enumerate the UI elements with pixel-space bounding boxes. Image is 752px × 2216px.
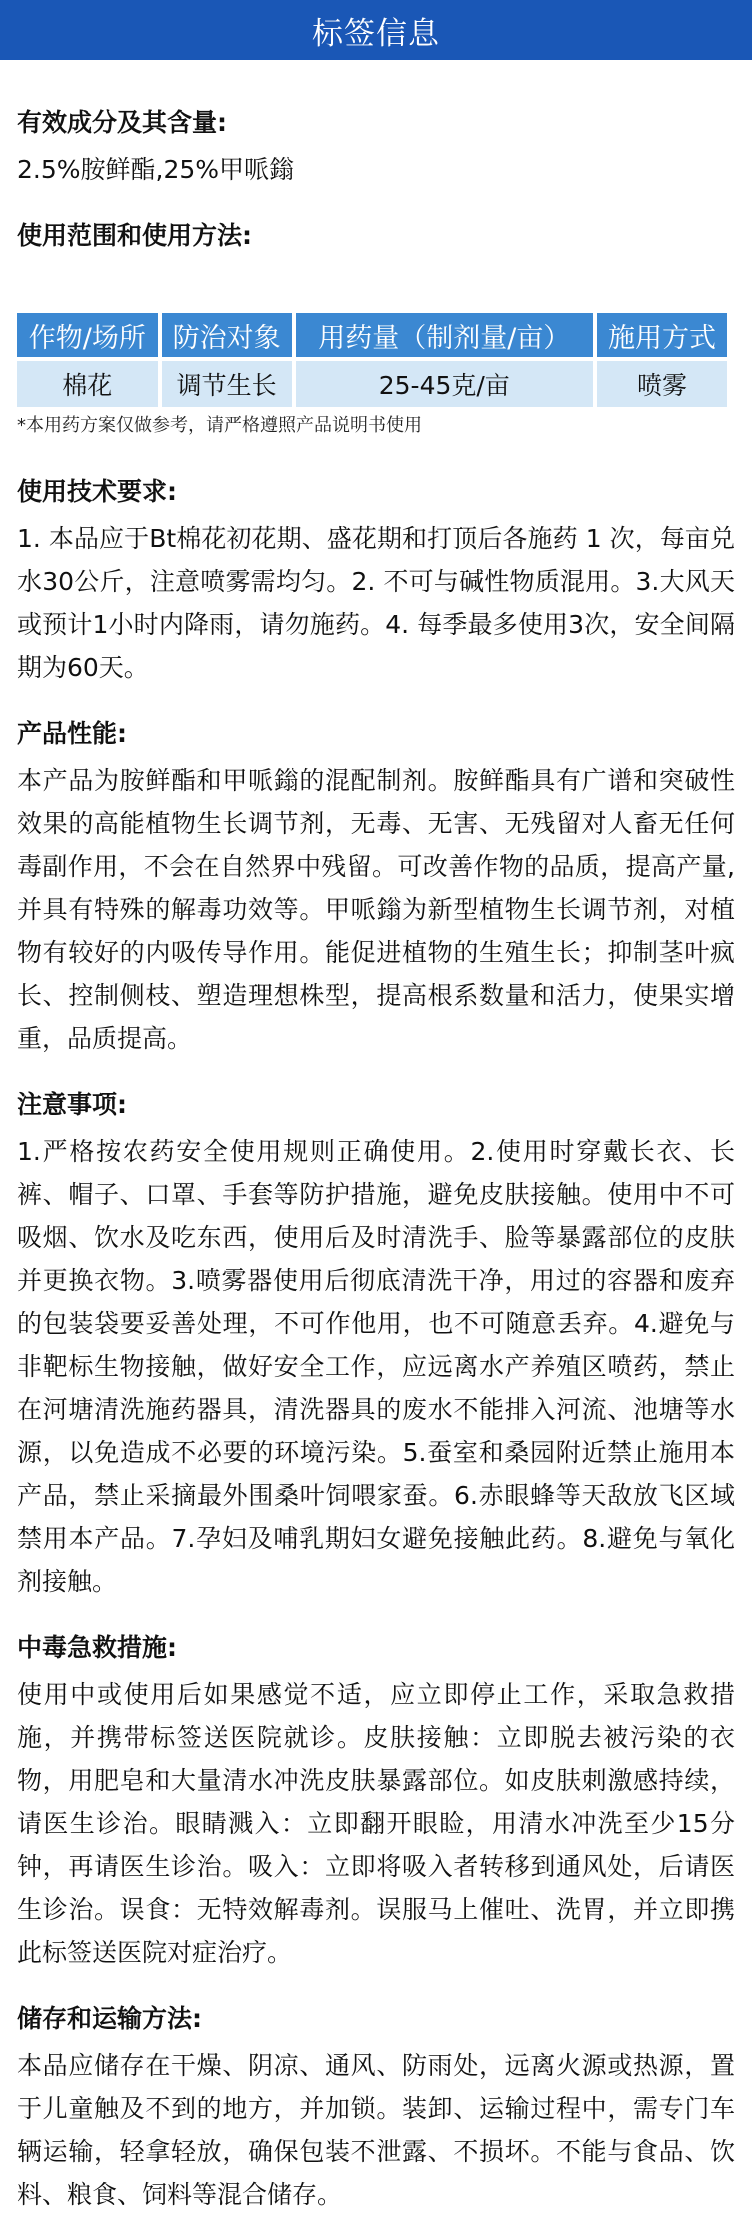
- precautions-heading: 注意事项:: [17, 1090, 127, 1119]
- technical-text: 1. 本品应于Bt棉花初花期、盛花期和打顶后各施药 1 次，每亩兑水30公斤，注意喷雾需均匀。2. 不可与碱性物质混用。3.大风天或预计1小时内降雨，请勿施药。4. 每季最多使用3次，安全间隔期为60天。: [17, 524, 735, 682]
- usage-heading: 使用范围和使用方法:: [17, 221, 252, 250]
- performance-heading: 产品性能:: [17, 719, 127, 748]
- first-aid-text: 使用中或使用后如果感觉不适，应立即停止工作，采取急救措施，并携带标签送医院就诊。皮肤接触：立即脱去被污染的衣物，用肥皂和大量清水冲洗皮肤暴露部位。如皮肤刺激感持续，请医生诊治。眼睛溅入：立即翻开眼睑，用清水冲洗至少15分钟，再请医生诊治。吸入：立即将吸入者转移到通风处，后请医生诊治。误食：无特效解毒剂。误服马上催吐、洗胃，并立即携此标签送医院对症治疗。: [17, 1680, 735, 1967]
- usage-disclaimer-note: *本用药方案仅做参考，请严格遵照产品说明书使用: [17, 415, 422, 436]
- storage-section: [17, 2000, 735, 2216]
- usage-table-header-row: [17, 313, 727, 357]
- storage-text: 本品应储存在干燥、阴凉、通风、防雨处，远离火源或热源，置于儿童触及不到的地方，并加锁。装卸、运输过程中，需专门车辆运输，轻拿轻放，确保包装不泄露、不损坏。不能与食品、饮料、粮食、饲料等混合储存。: [17, 2051, 735, 2209]
- usage-table: [13, 309, 731, 411]
- ingredients-text: 2.5%胺鲜酯,25%甲哌鎓: [17, 155, 295, 184]
- first-aid-heading: 中毒急救措施:: [17, 1633, 177, 1662]
- table-cell-target: 调节生长: [162, 361, 292, 407]
- usage-table-header-target: 防治对象: [162, 313, 292, 357]
- ingredients-section: [17, 104, 735, 191]
- page-title: 标签信息: [312, 15, 440, 52]
- first-aid-section: [17, 1629, 735, 1974]
- usage-table-header-crop: 作物/场所: [17, 313, 158, 357]
- usage-table-header-dosage: 用药量（制剂量/亩）: [296, 313, 593, 357]
- performance-section: [17, 715, 735, 1060]
- technical-heading: 使用技术要求:: [17, 477, 177, 506]
- label-content: [0, 60, 752, 2216]
- performance-text: 本产品为胺鲜酯和甲哌鎓的混配制剂。胺鲜酯具有广谱和突破性效果的高能植物生长调节剂，无毒、无害、无残留对人畜无任何毒副作用，不会在自然界中残留。可改善作物的品质，提高产量,并具有特殊的解毒功效等。甲哌鎓为新型植物生长调节剂，对植物有较好的内吸传导作用。能促进植物的生殖生长；抑制茎叶疯长、控制侧枝、塑造理想株型，提高根系数量和活力，使果实增重，品质提高。: [17, 766, 735, 1053]
- table-cell-crop: 棉花: [17, 361, 158, 407]
- usage-spacer: [17, 261, 735, 309]
- usage-table-header-method: 施用方式: [597, 313, 727, 357]
- precautions-text: 1.严格按农药安全使用规则正确使用。2.使用时穿戴长衣、长裤、帽子、口罩、手套等防护措施，避免皮肤接触。使用中不可吸烟、饮水及吃东西，使用后及时清洗手、脸等暴露部位的皮肤并更换衣物。3.喷雾器使用后彻底清洗干净，用过的容器和废弃的包装袋要妥善处理，不可作他用，也不可随意丢弃。4.避免与非靶标生物接触，做好安全工作，应远离水产养殖区喷药，禁止在河塘清洗施药器具，清洗器具的废水不能排入河流、池塘等水源，以免造成不必要的环境污染。5.蚕室和桑园附近禁止施用本产品，禁止采摘最外围桑叶饲喂家蚕。6.赤眼蜂等天敌放飞区域禁用本产品。7.孕妇及哺乳期妇女避免接触此药。8.避免与氧化剂接触。: [17, 1137, 735, 1596]
- technical-section: [17, 473, 735, 689]
- storage-heading: 储存和运输方法:: [17, 2004, 202, 2033]
- usage-section: [17, 217, 735, 439]
- label-info-header: [0, 0, 752, 60]
- table-cell-method: 喷雾: [597, 361, 727, 407]
- table-cell-dosage: 25-45克/亩: [296, 361, 593, 407]
- table-row: [17, 361, 727, 407]
- precautions-section: [17, 1086, 735, 1603]
- ingredients-heading: 有效成分及其含量:: [17, 108, 227, 137]
